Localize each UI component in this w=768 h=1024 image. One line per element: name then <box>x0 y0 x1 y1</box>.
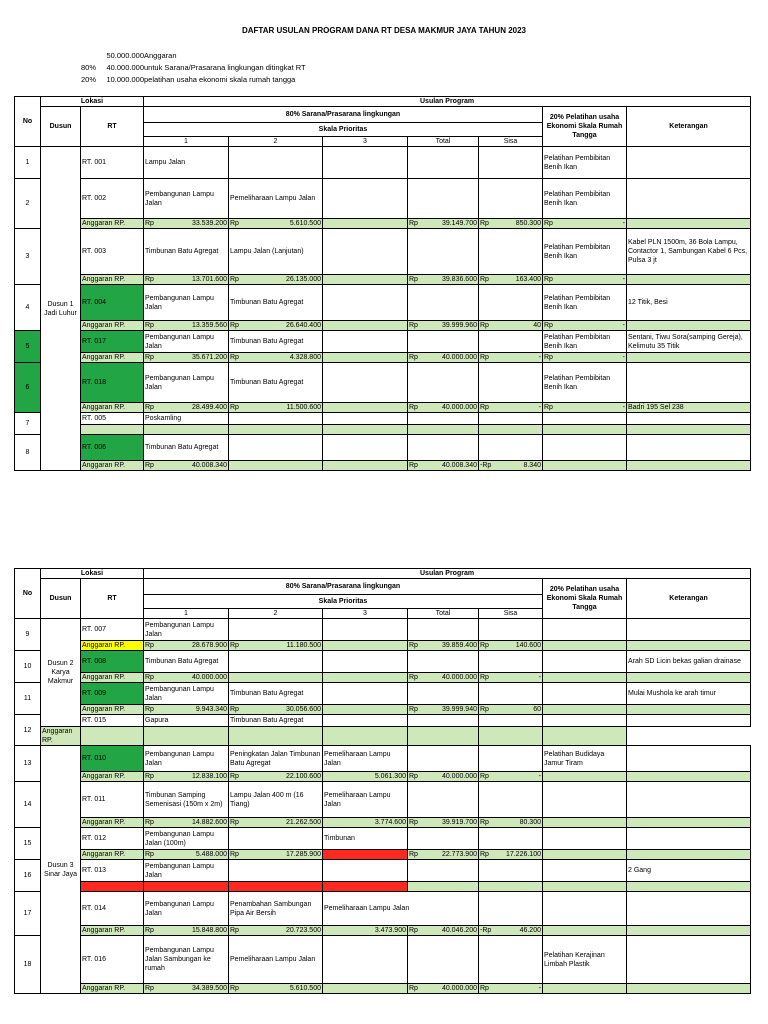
row-p2: Timbunan Batu Agregat <box>229 363 323 403</box>
row-rt: RT. 003 <box>81 229 144 275</box>
header-pelatihan: 20% Pelatihan usaha Ekonomi Skala Rumah Tangga <box>543 579 627 619</box>
header-p2: 2 <box>229 137 323 147</box>
header-rt: RT <box>81 579 144 619</box>
header-dusun: Dusun <box>41 579 81 619</box>
document-title: DAFTAR USULAN PROGRAM DANA RT DESA MAKMUR JAYA TAHUN 2023 <box>241 26 527 35</box>
row-p1: Poskamling <box>144 413 229 425</box>
row-no: 2 <box>15 179 41 229</box>
row-p2: Peningkatan Jalan Timbunan Batu Agregat <box>229 746 323 772</box>
budget-row: Anggaran RP. Rp 28.499.400 Rp 11.500.600 Rp 40.000.000 Rp - Rp - Badri 195 Sel 238 <box>15 403 751 413</box>
table-row <box>15 892 751 926</box>
row-p2: Timbunan Batu Agregat <box>229 683 323 705</box>
row-p1: Pembangunan Lampu Jalan <box>144 860 229 882</box>
row-p1: Pembangunan Lampu Jalan (100m) <box>144 828 229 850</box>
table-row <box>15 285 751 321</box>
budget-label: pelatihan usaha ekonomi skala rumah tangga <box>144 75 296 84</box>
row-rt: RT. 017 <box>81 331 144 353</box>
row-p2: Pemeliharaan Lampu Jalan <box>229 936 323 984</box>
row-p1: Pembangunan Lampu Jalan <box>144 683 229 705</box>
anggaran-label: Anggaran RP. <box>81 772 144 782</box>
table-row <box>15 828 751 850</box>
row-no: 18 <box>15 936 41 994</box>
row-pelatihan: Pelatihan Kerajinan Limbah Plastik <box>543 936 627 984</box>
row-pelatihan: Pelatihan Pembibitan Benih Ikan <box>543 285 627 321</box>
row-no: 7 <box>15 413 41 435</box>
budget-row: Anggaran RP. Rp 9.943.340 Rp 30.056.600 Rp 39.999.940 Rp 60 <box>15 705 751 715</box>
budget-row: Anggaran RP. Rp 28.678.900 Rp 11.180.500 Rp 39.859.400 Rp 140.600 <box>15 641 751 651</box>
row-no: 8 <box>15 435 41 471</box>
anggaran-label: Anggaran RP. <box>81 984 144 994</box>
row-no: 3 <box>15 229 41 285</box>
table-row <box>15 683 751 705</box>
budget-row-sarana <box>52 62 306 74</box>
row-p1: Pembangunan Lampu Jalan <box>144 331 229 353</box>
row-no: 5 <box>15 331 41 363</box>
anggaran-label: Anggaran RP. <box>81 926 144 936</box>
budget-row: Anggaran RP. Rp 13.701.600 Rp 26.135.000 Rp 39.836.600 Rp 163.400 Rp - <box>15 275 751 285</box>
row-p2: Pemeliharaan Lampu Jalan <box>229 179 323 219</box>
header-row <box>15 97 751 107</box>
row-no: 17 <box>15 892 41 936</box>
row-p1: Lampu Jalan <box>144 147 229 179</box>
row-pelatihan: Pelatihan Pembibitan Benih Ikan <box>543 147 627 179</box>
anggaran-label: Anggaran RP. <box>81 705 144 715</box>
row-rt: RT. 016 <box>81 936 144 984</box>
header-no: No <box>15 569 41 619</box>
header-p2: 2 <box>229 609 323 619</box>
row-keterangan: Badri 195 Sel 238 <box>627 403 751 413</box>
row-keterangan: Sentani, Tiwu Sora(samping Gereja), Kelimutu 35 Titik <box>627 331 751 353</box>
proposal-table-2 <box>14 568 751 994</box>
header-p1: 1 <box>144 609 229 619</box>
row-p1: Timbunan Samping Semenisasi (150m x 2m) <box>144 782 229 818</box>
budget-row <box>15 727 751 746</box>
anggaran-label: Anggaran RP. <box>81 641 144 651</box>
row-keterangan: Mulai Mushola ke arah timur <box>627 683 751 705</box>
row-p1: Pembangunan Lampu Jalan <box>144 285 229 321</box>
table-row <box>15 746 751 772</box>
row-p2: Penambahan Sambungan Pipa Air Bersih <box>229 892 323 926</box>
row-p1: Pembangunan Lampu Jalan <box>144 179 229 219</box>
row-p2: Lampu Jalan 400 m (16 Tiang) <box>229 782 323 818</box>
row-p3: Timbunan <box>323 828 408 850</box>
header-p3: 3 <box>323 609 408 619</box>
row-rt: RT. 012 <box>81 828 144 850</box>
row-rt: RT. 015 <box>81 715 144 727</box>
header-pelatihan: 20% Pelatihan usaha Ekonomi Skala Rumah Tangga <box>543 107 627 147</box>
header-sisa: Sisa <box>479 137 543 147</box>
row-no: 10 <box>15 651 41 683</box>
row-rt: RT. 014 <box>81 892 144 926</box>
dusun-name: Dusun 1 Jadi Luhur <box>41 147 81 471</box>
row-pelatihan: Pelatihan Pembibitan Benih Ikan <box>543 363 627 403</box>
budget-row-pelatihan <box>52 74 306 86</box>
header-sarana: 80% Sarana/Prasarana lingkungan <box>144 107 543 123</box>
row-pelatihan: Pelatihan Pembibitan Benih Ikan <box>543 179 627 219</box>
row-p1: Pembangunan Lampu Jalan <box>144 892 229 926</box>
header-total: Total <box>408 609 479 619</box>
row-p2: Timbunan Batu Agregat <box>229 285 323 321</box>
anggaran-label: Anggaran RP. <box>81 219 144 229</box>
budget-row: Anggaran RP. Rp 13.359.560 Rp 26.640.400 Rp 39.999.960 Rp 40 Rp - <box>15 321 751 331</box>
budget-row: Anggaran RP. Rp 40.000.000 Rp 40.000.000 Rp - <box>15 673 751 683</box>
header-dusun: Dusun <box>41 107 81 147</box>
table-row <box>15 651 751 673</box>
row-rt: RT. 010 <box>81 746 144 772</box>
row-rt: RT. 007 <box>81 619 144 641</box>
budget-pct: 80% <box>80 63 96 72</box>
budget-amount: 40.000.000 <box>106 63 144 72</box>
budget-row: Anggaran RP. Rp 14.882.600 Rp 21.262.500 3.774.600 Rp 39.919.700 Rp 80.300 <box>15 818 751 828</box>
anggaran-label: Anggaran RP. <box>81 353 144 363</box>
budget-row: Anggaran RP. Rp 40.008.340 Rp 40.008.340 -Rp 8.340 <box>15 461 751 471</box>
table-row <box>15 363 751 403</box>
header-no: No <box>15 97 41 147</box>
budget-row-total <box>52 50 306 62</box>
anggaran-label: Anggaran RP. <box>81 673 144 683</box>
row-keterangan: Arah SD Licin bekas galian drainase <box>627 651 751 673</box>
row-rt: RT. 008 <box>81 651 144 673</box>
row-no: 9 <box>15 619 41 651</box>
row-p1: Timbunan Batu Agregat <box>144 229 229 275</box>
anggaran-label: Anggaran RP. <box>81 321 144 331</box>
row-p3: Pemeliharaan Lampu Jalan <box>323 746 408 772</box>
row-p2: Timbunan Batu Agregat <box>229 715 323 727</box>
budget-row <box>15 882 751 892</box>
budget-summary <box>52 50 306 86</box>
header-usulan: Usulan Program <box>144 569 751 579</box>
dusun-name: Dusun 3 Sinar Jaya <box>41 746 81 994</box>
budget-row: Anggaran RP. Rp 12.838.100 Rp 22.100.600 5.061.300 Rp 40.000.000 Rp - <box>15 772 751 782</box>
row-no: 4 <box>15 285 41 331</box>
header-usulan: Usulan Program <box>144 97 751 107</box>
table-row <box>15 413 751 425</box>
row-no: 1 <box>15 147 41 179</box>
anggaran-label: Anggaran RP. <box>81 461 144 471</box>
budget-pct: 20% <box>80 75 96 84</box>
row-rt: RT. 004 <box>81 285 144 321</box>
header-skala: Skala Prioritas <box>144 595 543 609</box>
row-rt: RT. 018 <box>81 363 144 403</box>
table-row <box>15 936 751 984</box>
table-row <box>15 619 751 641</box>
anggaran-label: Anggaran RP. <box>81 275 144 285</box>
header-lokasi: Lokasi <box>41 569 144 579</box>
table-row <box>15 435 751 461</box>
header-keterangan: Keterangan <box>627 579 751 619</box>
header-rt: RT <box>81 107 144 147</box>
budget-amount: 10.000.000 <box>106 75 144 84</box>
row-rt: RT. 002 <box>81 179 144 219</box>
header-lokasi: Lokasi <box>41 97 144 107</box>
dusun-name: Dusun 2 Karya Makmur <box>41 619 81 727</box>
row-p1: Pembangunan Lampu Jalan <box>144 363 229 403</box>
row-p1: Pembangunan Lampu Jalan Sambungan ke rumah <box>144 936 229 984</box>
budget-row: Anggaran RP. Rp 34.389.500 Rp 5.610.500 Rp 40.000.000 Rp - <box>15 984 751 994</box>
table-row <box>15 179 751 219</box>
row-pelatihan: Pelatihan Pembibitan Benih Ikan <box>543 331 627 353</box>
table-row <box>15 147 751 179</box>
row-p3: Pemeliharaan Lampu Jalan <box>323 892 479 926</box>
anggaran-label: Anggaran RP. <box>81 850 144 860</box>
table-row <box>15 860 751 882</box>
budget-amount: 50.000.000 <box>106 51 144 60</box>
budget-row <box>15 425 751 435</box>
header-keterangan: Keterangan <box>627 107 751 147</box>
row-keterangan: 12 Titik, Besi <box>627 285 751 321</box>
row-no: 15 <box>15 828 41 860</box>
budget-row: Anggaran RP. Rp 35.671.200 Rp 4.328.800 Rp 40.000.000 Rp - Rp - <box>15 353 751 363</box>
table-row <box>15 331 751 353</box>
row-p1: Gapura <box>144 715 229 727</box>
row-no: 11 <box>15 683 41 715</box>
header-sarana: 80% Sarana/Prasarana lingkungan <box>144 579 543 595</box>
anggaran-label: Anggaran RP. <box>41 727 81 746</box>
row-pelatihan: Pelatihan Budidaya Jamur Tiram <box>543 746 627 772</box>
row-rt: RT. 009 <box>81 683 144 705</box>
row-no: 12 <box>15 715 41 746</box>
budget-label: Anggaran <box>144 51 177 60</box>
row-rt: RT. 006 <box>81 435 144 461</box>
anggaran-label: Anggaran RP. <box>81 403 144 413</box>
budget-row: Anggaran RP. Rp 15.848.800 Rp 20.723.500 3.473.900 Rp 40.046.200 -Rp 46.200 <box>15 926 751 936</box>
row-p2: Timbunan Batu Agregat <box>229 331 323 353</box>
row-no: 16 <box>15 860 41 892</box>
row-p1: Pembangunan Lampu Jalan <box>144 619 229 641</box>
table-row <box>15 715 751 727</box>
row-rt: RT. 013 <box>81 860 144 882</box>
budget-label: untuk Sarana/Prasarana lingkungan ditingkat RT <box>144 63 306 72</box>
row-keterangan: 2 Gang <box>627 860 751 882</box>
budget-pct <box>52 50 96 62</box>
row-pelatihan: Pelatihan Pembibitan Benih Ikan <box>543 229 627 275</box>
header-sisa: Sisa <box>479 609 543 619</box>
header-total: Total <box>408 137 479 147</box>
header-p3: 3 <box>323 137 408 147</box>
table-row <box>15 782 751 818</box>
row-rt: RT. 001 <box>81 147 144 179</box>
row-no: 14 <box>15 782 41 828</box>
anggaran-label: Anggaran RP. <box>81 818 144 828</box>
row-p1: Pembangunan Lampu Jalan <box>144 746 229 772</box>
row-keterangan: Kabel PLN 1500m, 36 Bola Lampu, Contactor 1, Sambungan Kabel 6 Pcs, Pulsa 3 jt <box>627 229 751 275</box>
header-p1: 1 <box>144 137 229 147</box>
header-skala: Skala Prioritas <box>144 123 543 137</box>
row-p1: Timbunan Batu Agregat <box>144 651 229 673</box>
row-rt: RT. 005 <box>81 413 144 425</box>
row-rt: RT. 011 <box>81 782 144 818</box>
header-row <box>15 569 751 579</box>
row-p3: Pemeliharaan Lampu Jalan <box>323 782 408 818</box>
budget-row: Anggaran RP. Rp 33.539.200 Rp 5.610.500 Rp 39.149.700 Rp 850.300 Rp - <box>15 219 751 229</box>
row-no: 13 <box>15 746 41 782</box>
budget-row: Anggaran RP. Rp 5.488.000 Rp 17.285.900 Rp 22.773.900 Rp 17.226.100 <box>15 850 751 860</box>
row-p1: Timbunan Batu Agregat <box>144 435 229 461</box>
row-no: 6 <box>15 363 41 413</box>
row-p2: Lampu Jalan (Lanjutan) <box>229 229 323 275</box>
proposal-table-1 <box>14 96 751 471</box>
table-row <box>15 229 751 275</box>
